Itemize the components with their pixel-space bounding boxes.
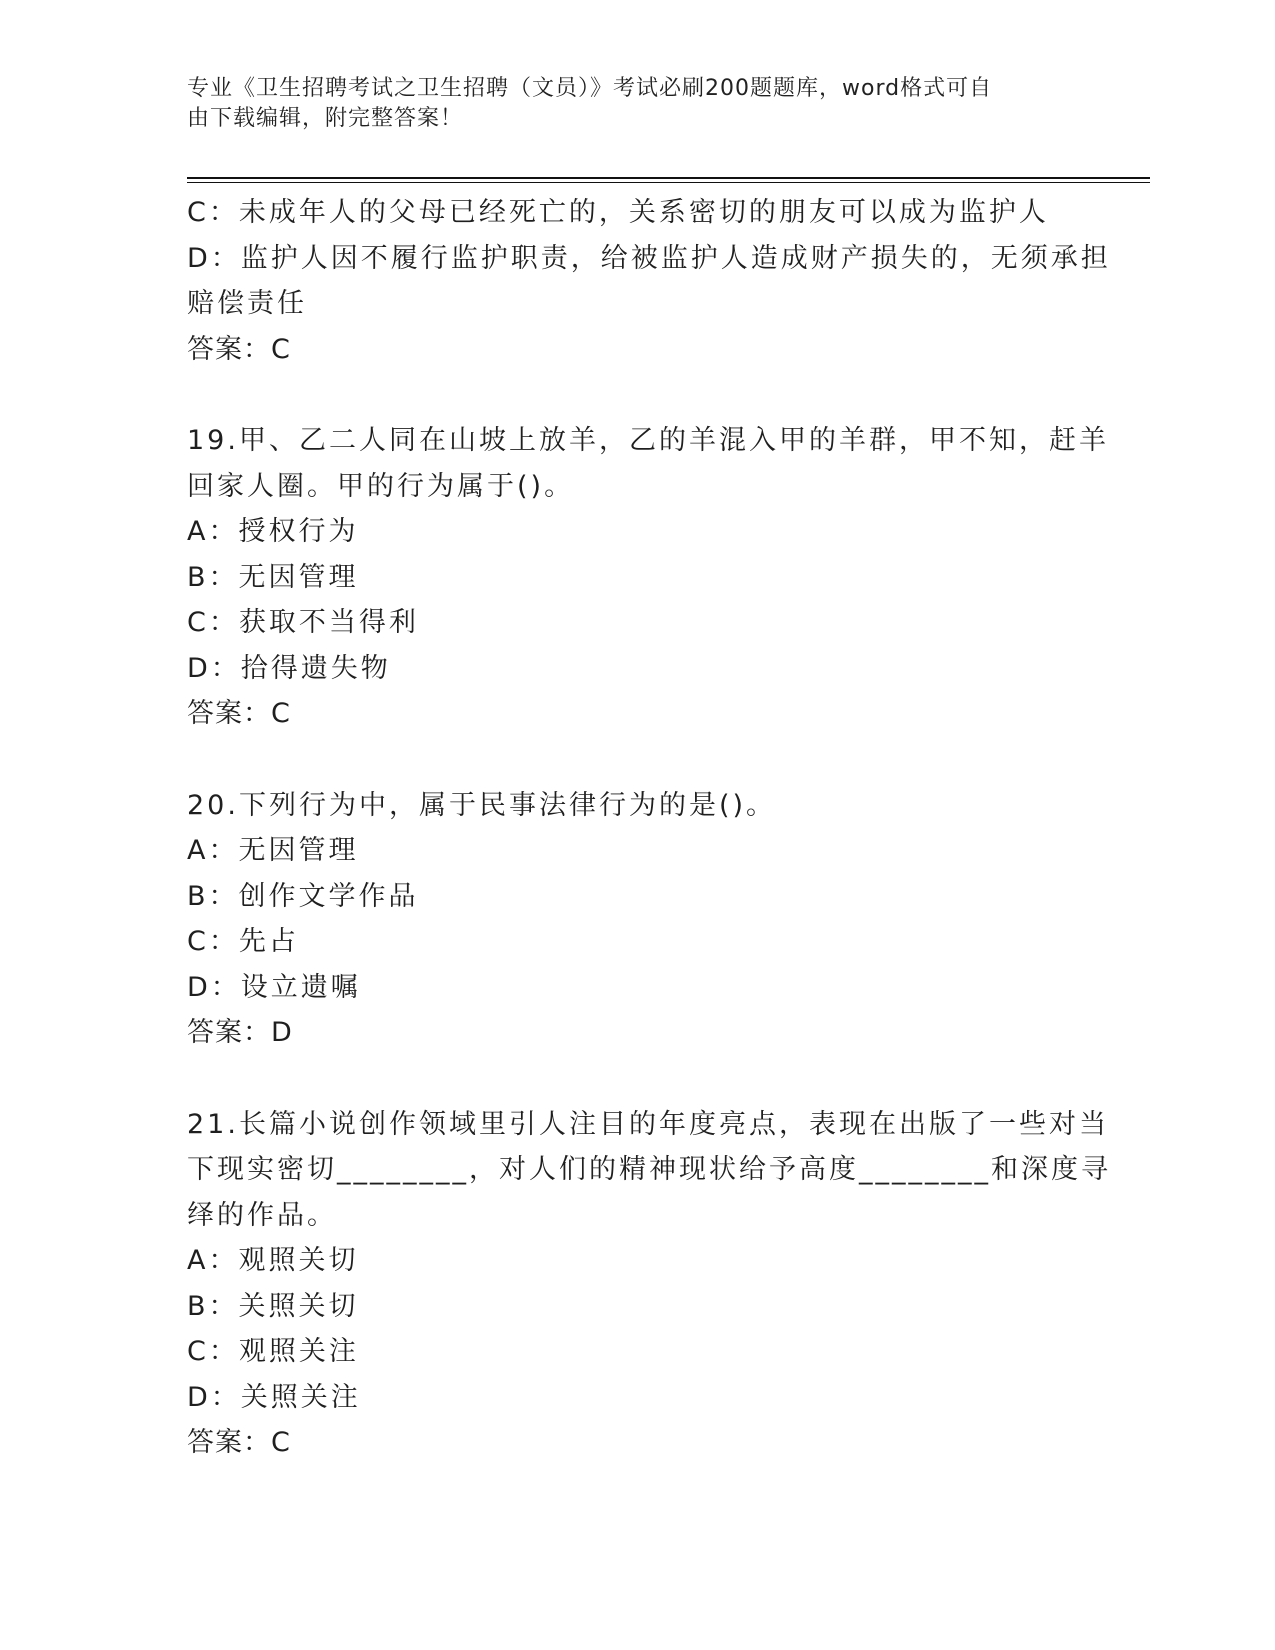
question-stem: 21.长篇小说创作领域里引人注目的年度亮点，表现在出版了一些对当 [187,1108,1109,1140]
option-d: D：拾得遗失物 [187,652,391,684]
header-line-2: 由下载编辑，附完整答案！ [187,106,464,131]
option-c: C：观照关注 [187,1336,359,1367]
option-b: B：关照关切 [187,1290,359,1322]
document-header [187,74,1067,134]
option-d-continued: 赔偿责任 [187,288,307,319]
option-b: B：创作文学作品 [187,880,419,912]
header-divider-thin [187,182,1150,183]
question-stem-continued: 下现实密切________，对人们的精神现状给予高度________和深度寻 [187,1154,1111,1185]
option-d: D：监护人因不履行监护职责，给被监护人造成财产损失的，无须承担 [187,242,1111,274]
option-c: C：未成年人的父母已经死亡的，关系密切的朋友可以成为监护人 [187,197,1049,228]
header-line-1: 专业《卫生招聘考试之卫生招聘（文员）》考试必刷200题题库，word格式可自 [187,76,993,101]
question-19 [187,418,1109,737]
option-d: D：设立遗嘱 [187,971,361,1003]
answer: 答案：D [187,1017,293,1048]
answer: 答案：C [187,698,291,729]
option-a: A：观照关切 [187,1245,359,1276]
question-18-continued [187,190,1111,372]
option-a: A：无因管理 [187,835,359,866]
spacer [187,737,1087,783]
option-d: D：关照关注 [187,1381,361,1413]
question-21 [187,1102,1111,1466]
question-stem-continued: 回家人圈。甲的行为属于()。 [187,470,575,502]
header-divider-thick [187,177,1150,179]
question-stem: 19.甲、乙二人同在山坡上放羊，乙的羊混入甲的羊群，甲不知，赶羊 [187,425,1109,456]
answer: 答案：C [187,333,291,365]
option-c: C：先占 [187,926,299,957]
question-content [187,190,1111,1466]
answer: 答案：C [187,1427,291,1458]
option-a: A：授权行为 [187,516,359,547]
question-stem: 20.下列行为中，属于民事法律行为的是()。 [187,789,777,821]
spacer [187,1056,1087,1102]
question-20 [187,783,1087,1056]
question-stem-continued: 绎的作品。 [187,1199,337,1231]
spacer [187,372,1087,418]
option-c: C：获取不当得利 [187,607,419,638]
option-b: B：无因管理 [187,561,359,593]
